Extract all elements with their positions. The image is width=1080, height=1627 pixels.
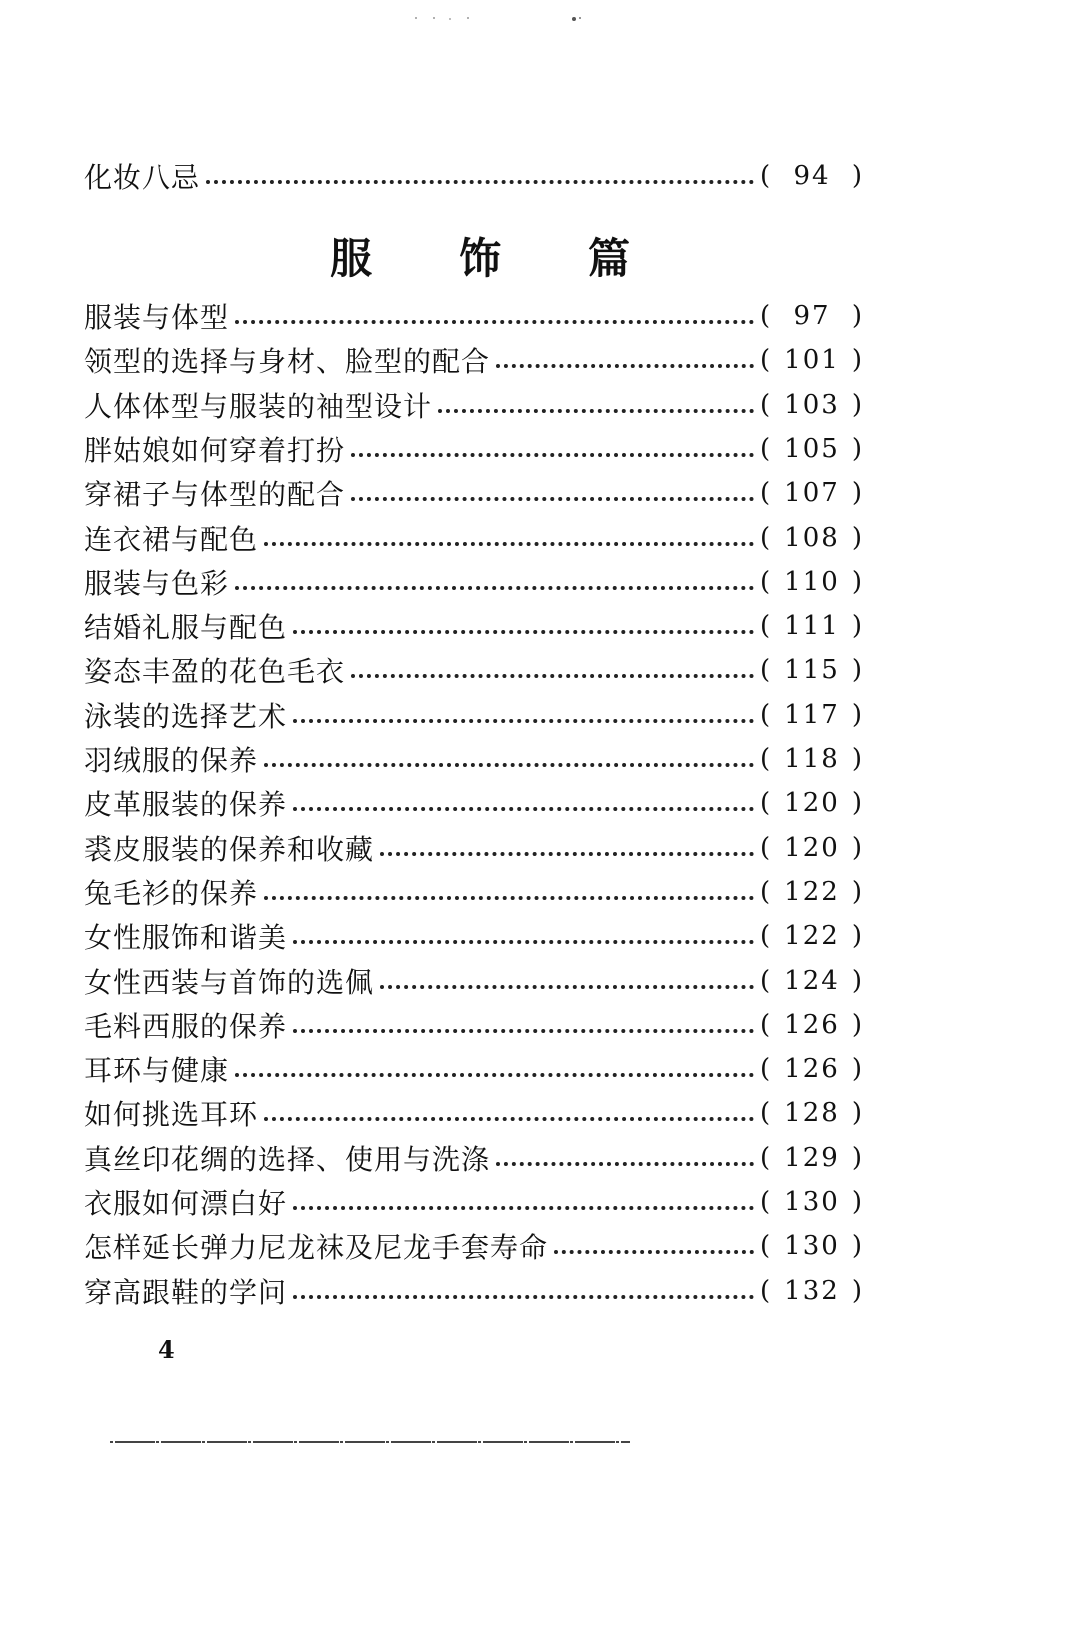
toc-entry-page: ( 124 ) — [760, 965, 864, 996]
toc-entry-title: 人体体型与服装的袖型设计 — [84, 389, 433, 423]
toc-entry-title: 穿高跟鞋的学问 — [84, 1275, 288, 1309]
toc-entry — [84, 606, 864, 646]
dot-leader — [293, 1029, 754, 1033]
toc-entry-page: ( 107 ) — [760, 478, 864, 509]
toc-entry-title: 结婚礼服与配色 — [84, 611, 288, 645]
dot-leader — [496, 1162, 754, 1166]
dot-leader — [554, 1250, 754, 1254]
toc-entry-title: 女性服饰和谐美 — [84, 921, 288, 955]
toc-entry — [84, 783, 864, 823]
toc-entry — [84, 518, 864, 558]
toc-entry-title: 真丝印花绸的选择、使用与洗涤 — [84, 1142, 491, 1176]
dot-leader — [235, 1073, 754, 1077]
dot-leader — [264, 763, 754, 767]
toc-entry — [84, 1271, 864, 1311]
toc-entry-title: 裘皮服装的保养和收藏 — [84, 832, 375, 866]
toc-entry-page: ( 120 ) — [760, 788, 864, 819]
toc-entry — [84, 739, 864, 779]
toc-entry — [84, 872, 864, 912]
toc-entry — [84, 340, 864, 380]
toc-entry — [84, 1005, 864, 1045]
toc-entry-page: ( 94 ) — [760, 161, 864, 191]
dot-leader — [380, 852, 754, 856]
dot-leader — [293, 719, 754, 723]
dot-leader — [351, 453, 754, 457]
toc-entry-title: 服装与色彩 — [84, 566, 230, 600]
scan-specks — [410, 12, 600, 26]
toc-entry-page: ( 129 ) — [760, 1142, 864, 1173]
toc-entry — [84, 828, 864, 868]
toc-entry-title: 毛料西服的保养 — [84, 1009, 288, 1043]
dot-leader — [293, 630, 754, 634]
toc-entry-page: ( 110 ) — [760, 566, 864, 597]
toc-entry-page: ( 132 ) — [760, 1275, 864, 1306]
toc-entry — [84, 650, 864, 690]
section-heading-char: 饰 — [458, 234, 501, 283]
toc-entry-page: ( 126 ) — [760, 1009, 864, 1040]
toc-entry-title: 泳装的选择艺术 — [84, 699, 288, 733]
toc-entry-title: 怎样延长弹力尼龙袜及尼龙手套寿命 — [84, 1231, 549, 1265]
dot-leader — [235, 320, 754, 324]
toc-entry-title: 耳环与健康 — [84, 1054, 230, 1088]
toc-entry-page: ( 128 ) — [760, 1098, 864, 1129]
toc-entry-page: ( 126 ) — [760, 1054, 864, 1085]
toc-entry — [84, 1049, 864, 1089]
toc-entry-page: ( 115 ) — [760, 655, 864, 686]
toc-entry — [84, 1226, 864, 1266]
dot-leader — [264, 896, 754, 900]
section-heading — [330, 226, 630, 286]
toc-entry — [84, 1138, 864, 1178]
toc-entry-title: 兔毛衫的保养 — [84, 876, 259, 910]
dot-leader — [293, 1206, 754, 1210]
toc-entry-title: 女性西装与首饰的选佩 — [84, 965, 375, 999]
dot-leader — [293, 940, 754, 944]
page-number: 4 — [158, 1335, 175, 1364]
toc-entry-title: 连衣裙与配色 — [84, 522, 259, 556]
toc-entry-page: ( 120 ) — [760, 832, 864, 863]
toc-entry-page: ( 105 ) — [760, 433, 864, 464]
toc-entry-page: ( 122 ) — [760, 921, 864, 952]
dot-leader — [264, 542, 754, 546]
dot-leader — [351, 674, 754, 678]
toc-entry-title: 领型的选择与身材、脸型的配合 — [84, 345, 491, 379]
dot-leader — [293, 1295, 754, 1299]
toc-entry-title: 服装与体型 — [84, 301, 230, 334]
toc-entry-prev — [84, 156, 864, 196]
toc-entry-title: 如何挑选耳环 — [84, 1098, 259, 1132]
dot-leader — [438, 409, 754, 413]
section-heading-char: 服 — [330, 234, 373, 283]
toc-entry-title: 羽绒服的保养 — [84, 744, 259, 777]
dot-leader — [206, 180, 754, 184]
toc-entry — [84, 1093, 864, 1133]
toc-entry-page: ( 97 ) — [760, 301, 864, 331]
toc-entry — [84, 385, 864, 425]
toc-entry — [84, 429, 864, 469]
toc-entry — [84, 695, 864, 735]
toc-entry — [84, 961, 864, 1001]
toc-entry — [84, 916, 864, 956]
toc-entry-title: 胖姑娘如何穿着打扮 — [84, 433, 346, 467]
toc-entry-page: ( 130 ) — [760, 1187, 864, 1217]
toc-entry-page: ( 103 ) — [760, 389, 864, 420]
section-heading-char: 篇 — [587, 234, 630, 283]
toc-entry-title: 衣服如何漂白好 — [84, 1187, 288, 1220]
dot-leader — [235, 586, 754, 590]
bottom-rule — [110, 1440, 630, 1444]
toc-entry-title: 穿裙子与体型的配合 — [84, 478, 346, 512]
dot-leader — [496, 364, 754, 368]
toc-entry-page: ( 122 ) — [760, 876, 864, 907]
toc-entry-title: 皮革服装的保养 — [84, 788, 288, 822]
toc-entry — [84, 473, 864, 513]
dot-leader — [264, 1117, 754, 1121]
toc-entry-page: ( 111 ) — [760, 611, 864, 642]
toc-entry-title: 姿态丰盈的花色毛衣 — [84, 655, 346, 689]
toc-entry — [84, 296, 864, 336]
dot-leader — [380, 985, 754, 989]
dot-leader — [351, 497, 754, 501]
toc-entry-page: ( 108 ) — [760, 522, 864, 553]
dot-leader — [293, 807, 754, 811]
toc-entry — [84, 1182, 864, 1222]
toc-entry-page: ( 101 ) — [760, 345, 864, 376]
toc-entry-page: ( 130 ) — [760, 1231, 864, 1262]
toc-entry — [84, 562, 864, 602]
toc-entry-page: ( 117 ) — [760, 699, 864, 730]
toc-entry-title: 化妆八忌 — [84, 161, 201, 194]
toc-entry-page: ( 118 ) — [760, 744, 864, 774]
